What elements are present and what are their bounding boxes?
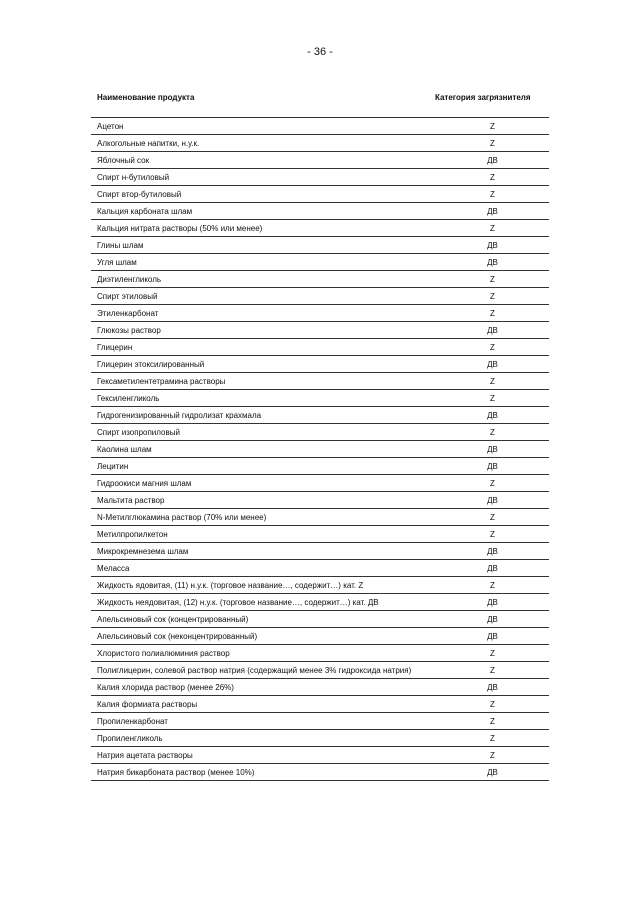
- table-row: [91, 168, 549, 185]
- product-name-cell: Каолина шлам: [97, 445, 152, 454]
- product-name-cell: Апельсиновый сок (концентрированный): [97, 615, 249, 624]
- product-name-cell: Спирт н-бутиловый: [97, 173, 170, 182]
- table-row: [91, 117, 549, 134]
- table-row: [91, 678, 549, 695]
- table-row: [91, 236, 549, 253]
- category-cell: ДВ: [487, 326, 498, 335]
- product-name-cell: Глицерин этоксилированный: [97, 360, 205, 369]
- product-name-cell: Метилпропилкетон: [97, 530, 168, 539]
- product-name-cell: Гексиленгликоль: [97, 394, 160, 403]
- table-row: [91, 321, 549, 338]
- category-cell: Z: [490, 717, 495, 726]
- product-name-cell: Лецитин: [97, 462, 129, 471]
- page-number: - 36 -: [307, 46, 333, 58]
- table-row: [91, 644, 549, 661]
- product-name-cell: Натрия бикарбоната раствор (менее 10%): [97, 768, 255, 777]
- product-name-cell: Яблочный сок: [97, 156, 150, 165]
- product-name-cell: Ацетон: [97, 122, 124, 131]
- category-cell: Z: [490, 139, 495, 148]
- product-name-cell: Кальция карбоната шлам: [97, 207, 193, 216]
- category-cell: Z: [490, 530, 495, 539]
- product-name-cell: Гидроокиси магния шлам: [97, 479, 192, 488]
- table-row: [91, 151, 549, 168]
- product-name-cell: Глицерин: [97, 343, 133, 352]
- product-name-cell: Угля шлам: [97, 258, 137, 267]
- product-name-cell: Глюкозы раствор: [97, 326, 161, 335]
- table-row: [91, 542, 549, 559]
- product-name-cell: Калия хлорида раствор (менее 26%): [97, 683, 234, 692]
- category-cell: ДВ: [487, 360, 498, 369]
- table-row: [91, 202, 549, 219]
- table-row: [91, 304, 549, 321]
- product-name-cell: N-Метилглюкамина раствор (70% или менее): [97, 513, 267, 522]
- product-name-cell: Мальтита раствор: [97, 496, 165, 505]
- category-cell: Z: [490, 428, 495, 437]
- table-row: [91, 559, 549, 576]
- category-cell: Z: [490, 734, 495, 743]
- product-name-cell: Диэтиленгликоль: [97, 275, 162, 284]
- product-name-cell: Спирт этиловый: [97, 292, 158, 301]
- table-row: [91, 253, 549, 270]
- product-name-cell: Гидрогенизированный гидролизат крахмала: [97, 411, 262, 420]
- product-name-cell: Меласса: [97, 564, 130, 573]
- table-row: [91, 474, 549, 491]
- table-row: [91, 627, 549, 644]
- category-cell: ДВ: [487, 632, 498, 641]
- pollution-category-table: [91, 117, 549, 781]
- product-name-cell: Апельсиновый сок (неконцентрированный): [97, 632, 258, 641]
- category-cell: ДВ: [487, 241, 498, 250]
- product-name-cell: Этиленкарбонат: [97, 309, 159, 318]
- category-cell: Z: [490, 581, 495, 590]
- table-row: [91, 746, 549, 763]
- category-cell: ДВ: [487, 547, 498, 556]
- column-header-product: Наименование продукта: [97, 93, 195, 102]
- product-name-cell: Кальция нитрата растворы (50% или менее): [97, 224, 263, 233]
- product-name-cell: Пропиленкарбонат: [97, 717, 168, 726]
- category-cell: ДВ: [487, 411, 498, 420]
- table-row: [91, 525, 549, 542]
- category-cell: ДВ: [487, 768, 498, 777]
- table-row: [91, 338, 549, 355]
- category-cell: ДВ: [487, 683, 498, 692]
- category-cell: Z: [490, 309, 495, 318]
- product-name-cell: Жидкость неядовитая, (12) н.у.к. (торговое название…, содержит…) кат. ДВ: [97, 598, 379, 607]
- category-cell: ДВ: [487, 462, 498, 471]
- table-row: [91, 389, 549, 406]
- category-cell: Z: [490, 224, 495, 233]
- product-name-cell: Калия формиата растворы: [97, 700, 198, 709]
- category-cell: Z: [490, 513, 495, 522]
- table-row: [91, 372, 549, 389]
- category-cell: ДВ: [487, 598, 498, 607]
- table-row: [91, 440, 549, 457]
- product-name-cell: Спирт втор-бутиловый: [97, 190, 182, 199]
- product-name-cell: Натрия ацетата растворы: [97, 751, 193, 760]
- category-cell: Z: [490, 122, 495, 131]
- category-cell: Z: [490, 292, 495, 301]
- category-cell: Z: [490, 700, 495, 709]
- category-cell: Z: [490, 751, 495, 760]
- category-cell: ДВ: [487, 207, 498, 216]
- product-name-cell: Спирт изопропиловый: [97, 428, 180, 437]
- table-row: [91, 593, 549, 610]
- product-name-cell: Хлористого полиалюминия раствор: [97, 649, 230, 658]
- table-row: [91, 185, 549, 202]
- table-row: [91, 712, 549, 729]
- column-header-category: Категория загрязнителя: [435, 93, 531, 102]
- category-cell: Z: [490, 649, 495, 658]
- table-row: [91, 134, 549, 151]
- table-row: [91, 729, 549, 746]
- category-cell: Z: [490, 394, 495, 403]
- table-row: [91, 270, 549, 287]
- table-row: [91, 423, 549, 440]
- table-row: [91, 457, 549, 474]
- table-row: [91, 576, 549, 593]
- table-row: [91, 287, 549, 304]
- product-name-cell: Жидкость ядовитая, (11) н.у.к. (торговое название…, содержит…) кат. Z: [97, 581, 364, 590]
- category-cell: Z: [490, 173, 495, 182]
- table-row: [91, 491, 549, 508]
- category-cell: Z: [490, 275, 495, 284]
- table-row: [91, 355, 549, 372]
- table-row: [91, 695, 549, 712]
- product-name-cell: Полиглицерин, солевой раствор натрия (содержащий менее 3% гидроксида натрия): [97, 666, 412, 675]
- category-cell: ДВ: [487, 496, 498, 505]
- product-name-cell: Гексаметилентетрамина растворы: [97, 377, 226, 386]
- category-cell: ДВ: [487, 258, 498, 267]
- table-row: [91, 661, 549, 678]
- table-row: [91, 406, 549, 423]
- table-row: [91, 219, 549, 236]
- product-name-cell: Микрокремнезема шлам: [97, 547, 189, 556]
- category-cell: Z: [490, 190, 495, 199]
- table-row: [91, 610, 549, 627]
- category-cell: ДВ: [487, 615, 498, 624]
- table-row: [91, 763, 549, 780]
- category-cell: Z: [490, 479, 495, 488]
- product-name-cell: Глины шлам: [97, 241, 144, 250]
- category-cell: Z: [490, 343, 495, 352]
- product-name-cell: Пропиленгликоль: [97, 734, 163, 743]
- category-cell: Z: [490, 666, 495, 675]
- category-cell: ДВ: [487, 156, 498, 165]
- category-cell: Z: [490, 377, 495, 386]
- table-row: [91, 508, 549, 525]
- product-name-cell: Алкогольные напитки, н.у.к.: [97, 139, 200, 148]
- category-cell: ДВ: [487, 564, 498, 573]
- category-cell: ДВ: [487, 445, 498, 454]
